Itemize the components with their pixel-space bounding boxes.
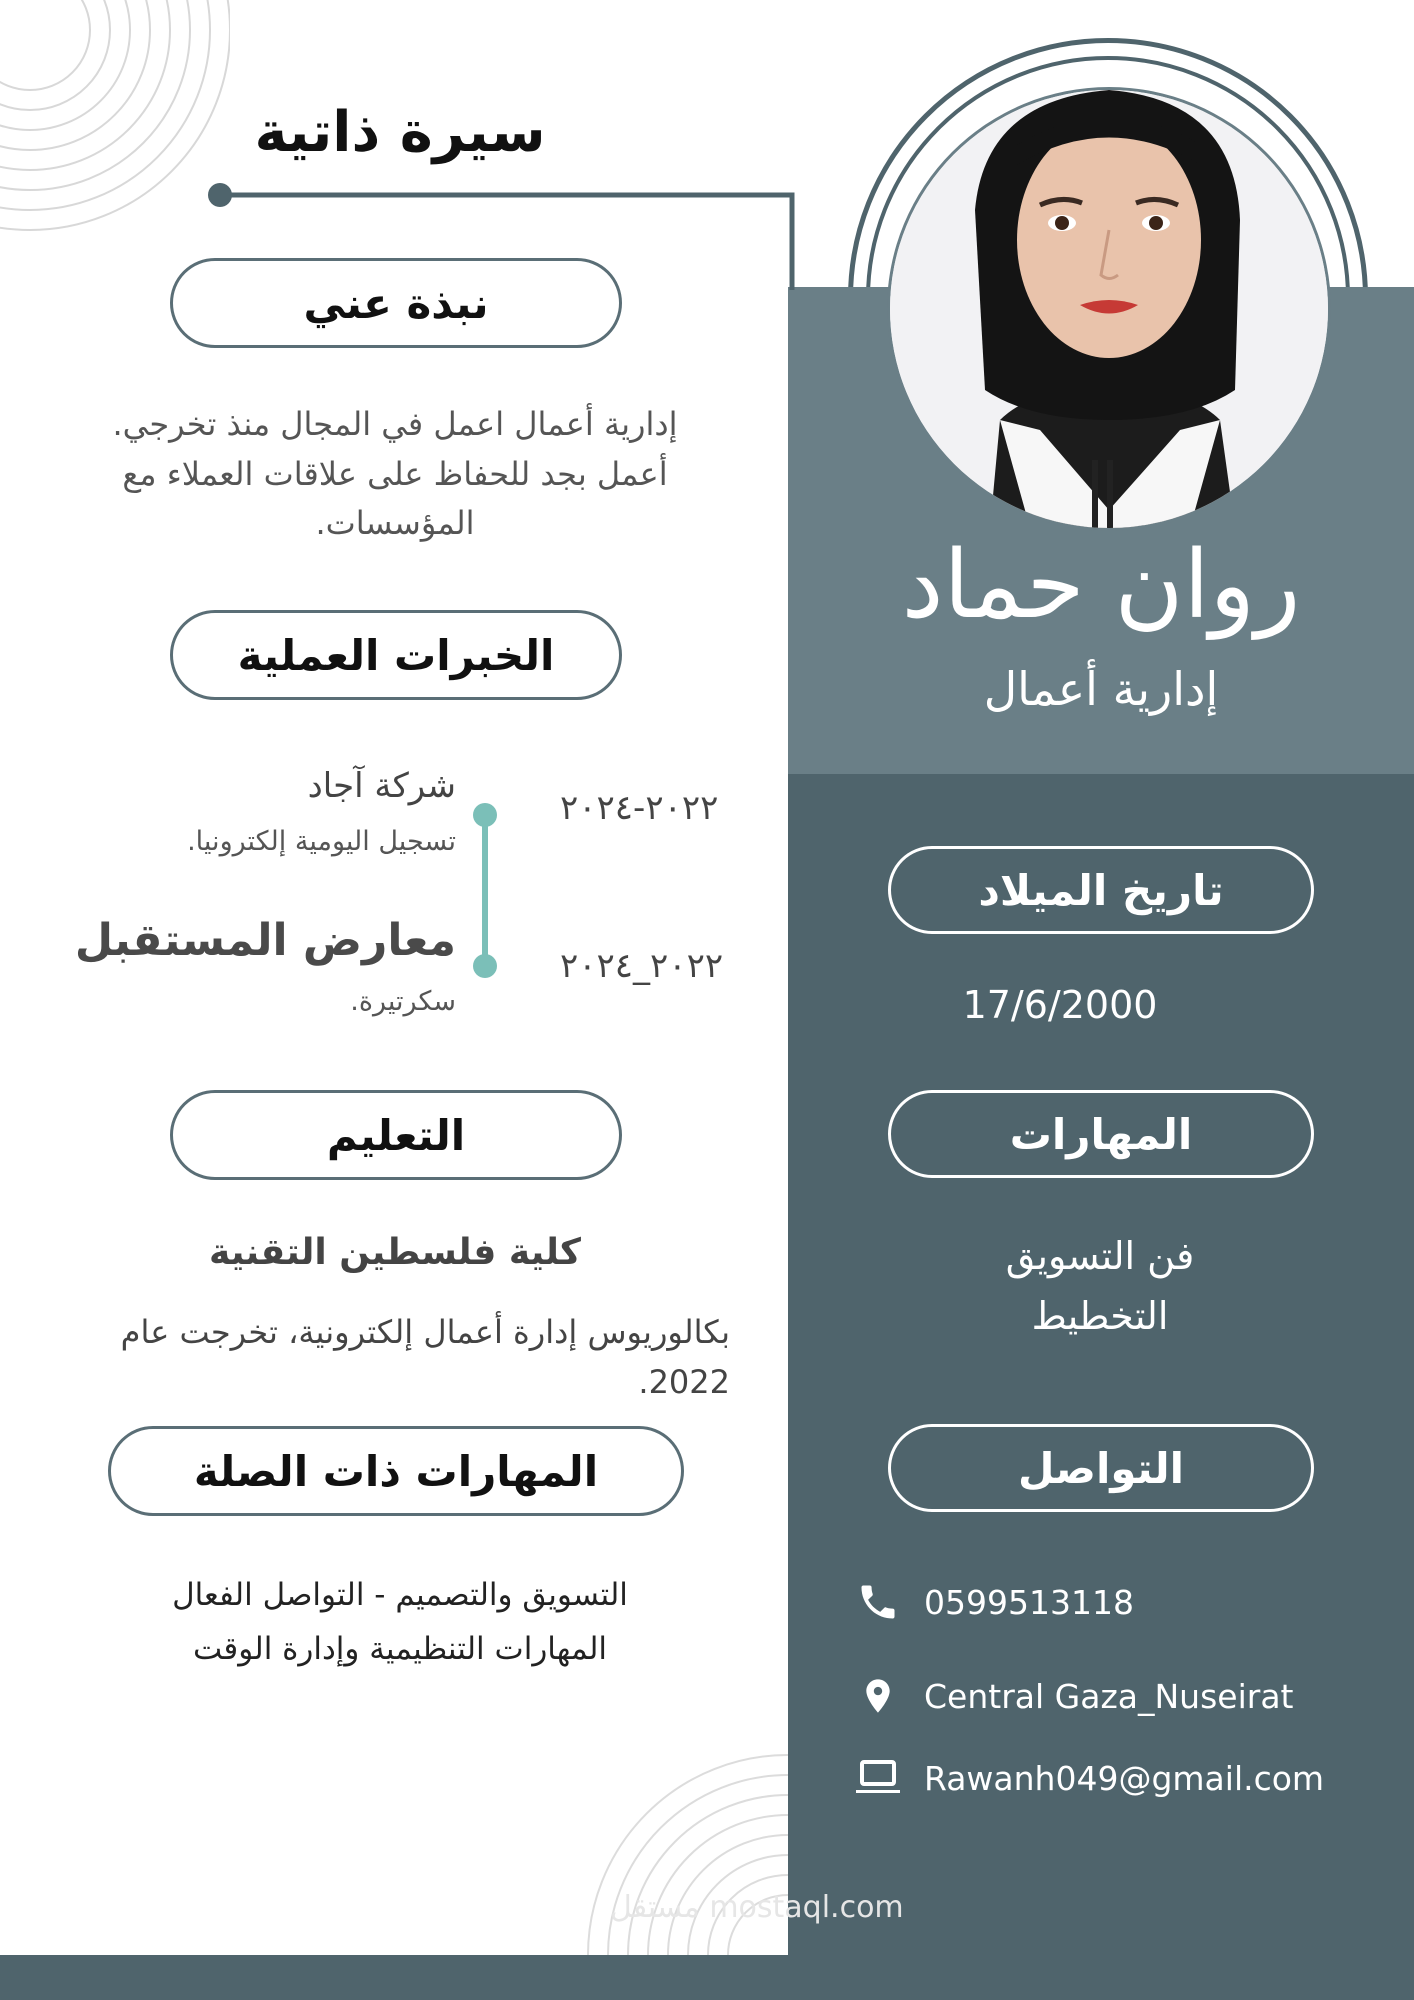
skills-item-1: فن التسويق <box>1005 1234 1195 1278</box>
contact-email[interactable] <box>850 1748 1370 1808</box>
right-panel-bottom <box>788 774 1414 2000</box>
related-skills-line-2: المهارات التنظيمية وإدارة الوقت <box>192 1631 608 1668</box>
related-skills-line-1: التسويق والتصميم - التواصل الفعال <box>172 1577 628 1613</box>
bottom-strip <box>0 1955 788 2000</box>
related-skills-heading: المهارات ذات الصلة <box>108 1426 684 1516</box>
education-details-line-1: بكالوريوس إدارة أعمال إلكترونية، تخرجت عام <box>120 1313 730 1351</box>
location-pin-icon <box>850 1674 906 1718</box>
profile-job-title: إدارية أعمال <box>983 662 1219 716</box>
about-line-2: أعمل بجد للحفاظ على علاقات العملاء مع <box>122 454 668 493</box>
experience-dates-2: ٢٠٢٢_٢٠٢٤ <box>560 946 724 986</box>
related-skills-text <box>80 1568 720 1677</box>
experience-company-2: معارض المستقبل <box>74 915 456 966</box>
about-text <box>60 400 730 549</box>
experience-heading: الخبرات العملية <box>170 610 622 700</box>
contact-phone-text: 0599513118 <box>924 1582 1134 1622</box>
experience-timeline <box>470 800 500 980</box>
education-heading: التعليم <box>170 1090 622 1180</box>
about-heading: نبذة عني <box>170 258 622 348</box>
contact-location <box>850 1666 1370 1726</box>
profile-name: روان حماد <box>901 531 1301 640</box>
education-institution: كلية فلسطين التقنية <box>209 1232 581 1273</box>
education-details <box>80 1308 730 1407</box>
experience-description-2: سكرتيرة. <box>350 986 456 1017</box>
about-line-3: المؤسسات. <box>315 504 475 543</box>
contact-location-text: Central Gaza_Nuseirat <box>924 1676 1294 1716</box>
experience-company-1: شركة آجاد <box>307 766 456 806</box>
birth-date-value: 17/6/2000 <box>962 983 1158 1027</box>
decorative-arcs-top <box>0 0 230 240</box>
contact-heading: التواصل <box>888 1424 1314 1512</box>
phone-icon <box>850 1580 906 1624</box>
watermark: مستقل mostaql.com <box>610 1890 904 1925</box>
skills-heading: المهارات <box>888 1090 1314 1178</box>
birth-date-heading: تاريخ الميلاد <box>888 846 1314 934</box>
about-line-1: إدارية أعمال اعمل في المجال منذ تخرجي. <box>112 405 678 443</box>
education-details-line-2: 2022. <box>638 1362 730 1401</box>
contact-phone <box>850 1572 1370 1632</box>
contact-email-text[interactable]: Rawanh049@gmail.com <box>924 1758 1325 1798</box>
profile-photo <box>890 90 1328 528</box>
experience-description-1: تسجيل اليومية إلكترونيا. <box>187 826 456 857</box>
laptop-icon <box>850 1758 906 1798</box>
skills-item-2: التخطيط <box>1031 1294 1169 1338</box>
resume-title: سيرة ذاتية <box>254 100 546 165</box>
experience-dates-1: ٢٠٢٢-٢٠٢٤ <box>560 788 719 828</box>
